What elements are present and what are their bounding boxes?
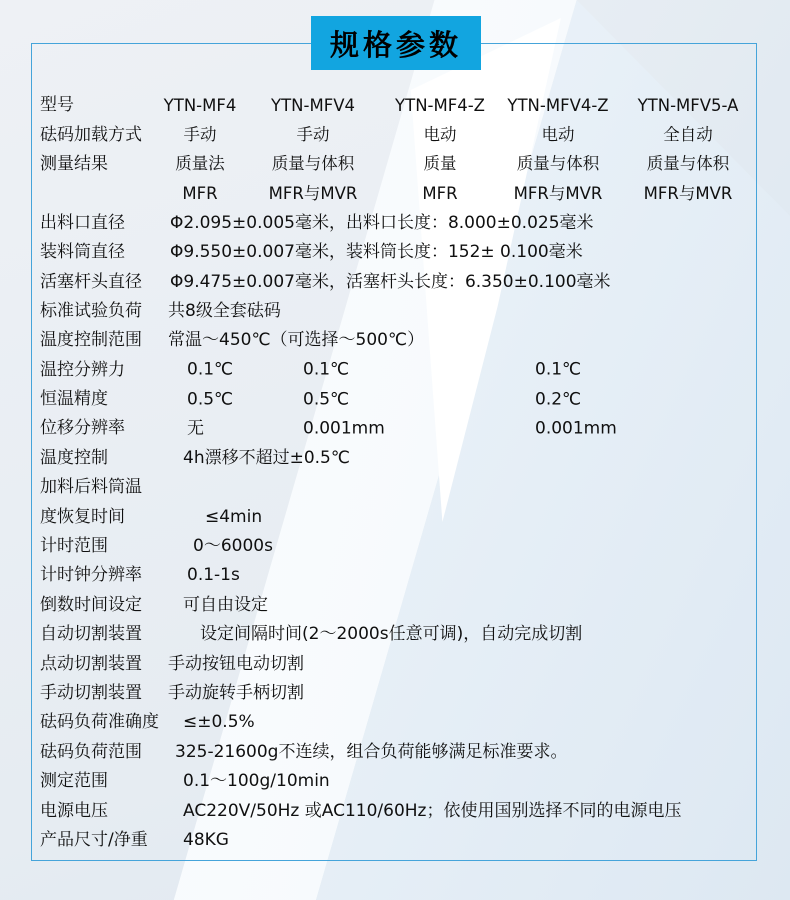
spec-label: 电源电压	[40, 800, 108, 821]
cell-value: 全自动	[663, 124, 713, 144]
spec-row	[40, 561, 752, 590]
cell-value: MFR	[422, 183, 458, 203]
spec-label: 点动切割装置	[40, 653, 142, 674]
cell-value: 质量与体积	[646, 154, 730, 174]
spec-label: 手动切割装置	[40, 683, 142, 703]
cell-value: MFR	[182, 183, 218, 203]
spec-value: 可自由设定	[183, 594, 268, 615]
spec-row	[40, 532, 752, 561]
spec-value: 0.1-1s	[187, 565, 240, 586]
spec-value: 4h漂移不超过±0.5℃	[183, 447, 350, 468]
result-row	[40, 150, 752, 179]
model-name: YTN-MFV5-A	[637, 95, 739, 115]
spec-row	[40, 502, 752, 531]
spec-row-three-col	[40, 356, 752, 385]
spec-label: 标准试验负荷	[40, 300, 142, 321]
spec-label: 位移分辨率	[40, 418, 125, 439]
spec-row	[40, 444, 752, 473]
spec-value: 0.1～100g/10min	[183, 771, 330, 792]
spec-row	[40, 826, 752, 855]
cell-value: 电动	[423, 124, 457, 144]
page-title: 规格参数	[329, 27, 462, 62]
spec-label: 恒温精度	[40, 389, 108, 410]
spec-label: 出料口直径	[40, 212, 125, 233]
spec-value: 手动按钮电动切割	[168, 653, 304, 674]
spec-value: 设定间隔时间(2～2000s任意可调)，自动完成切割	[200, 624, 583, 645]
cell-value: 0.001mm	[535, 418, 617, 439]
spec-value: 325-21600g不连续，组合负荷能够满足标准要求。	[175, 741, 568, 762]
cell-value: 质量与体积	[271, 154, 355, 174]
cell-value: 质量与体积	[516, 154, 600, 174]
spec-label: 活塞杆头直径	[40, 271, 142, 292]
cell-value: 0.5℃	[187, 389, 234, 410]
cell-value: 0.1℃	[187, 359, 234, 380]
cell-value: 手动	[183, 124, 217, 144]
spec-row-three-col	[40, 414, 752, 443]
cell-value: MFR与MVR	[268, 183, 358, 203]
spec-row	[40, 620, 752, 649]
spec-value: Φ2.095±0.005毫米，出料口长度：8.000±0.025毫米	[170, 212, 594, 233]
spec-row	[40, 591, 752, 620]
spec-value: 常温～450℃（可选择～500℃）	[168, 330, 425, 351]
cell-value: 无	[187, 418, 204, 439]
spec-label: 度恢复时间	[40, 506, 125, 527]
cell-value: 质量	[423, 154, 457, 174]
spec-label: 倒数时间设定	[40, 594, 142, 615]
spec-row	[40, 473, 752, 502]
spec-label: 计时范围	[40, 536, 108, 557]
spec-row	[40, 297, 752, 326]
spec-label: 温度控制范围	[40, 330, 142, 351]
spec-label: 温度控制	[40, 447, 108, 468]
cell-value: 0.1℃	[535, 359, 582, 380]
spec-label: 砝码负荷范围	[40, 741, 142, 762]
spec-row	[40, 796, 752, 825]
spec-value: Φ9.550±0.007毫米，装料筒长度：152± 0.100毫米	[170, 242, 583, 263]
cell-value: MFR与MVR	[513, 183, 603, 203]
spec-row	[40, 708, 752, 737]
spec-label: 装料筒直径	[40, 242, 125, 263]
spec-row	[40, 649, 752, 678]
model-name: YTN-MF4-Z	[395, 95, 485, 115]
cell-value: 0.2℃	[535, 389, 582, 410]
cell-value: 0.5℃	[303, 389, 350, 410]
cell-value: 0.1℃	[303, 359, 350, 380]
spec-row	[40, 267, 752, 296]
spec-row	[40, 238, 752, 267]
spec-value: ≤4min	[205, 506, 263, 527]
spec-row-three-col	[40, 385, 752, 414]
spec-row	[40, 679, 752, 708]
cell-value: MFR与MVR	[643, 183, 733, 203]
spec-label: 砝码负荷准确度	[40, 712, 159, 733]
loading-mode-row	[40, 120, 752, 149]
spec-label: 测定范围	[40, 771, 108, 792]
model-name: YTN-MF4	[163, 95, 237, 115]
cell-value: 0.001mm	[303, 418, 385, 439]
result-units-row	[40, 179, 752, 208]
model-name: YTN-MFV4	[271, 95, 355, 115]
spec-value: AC220V/50Hz 或AC110/60Hz；依使用国别选择不同的电源电压	[183, 800, 682, 821]
spec-row	[40, 767, 752, 796]
spec-value: 0～6000s	[193, 536, 273, 557]
cell-value: 电动	[541, 124, 575, 144]
spec-value: 手动旋转手柄切割	[168, 683, 304, 703]
spec-value: 共8级全套砝码	[168, 300, 281, 321]
spec-value: Φ9.475±0.007毫米，活塞杆头长度：6.350±0.100毫米	[170, 271, 611, 292]
spec-value: 48KG	[183, 829, 229, 850]
spec-row	[40, 738, 752, 767]
model-row	[40, 91, 752, 120]
model-name: YTN-MFV4-Z	[507, 95, 609, 115]
spec-label: 温控分辨力	[40, 359, 125, 380]
spec-label: 产品尺寸/净重	[40, 829, 148, 850]
spec-table	[40, 91, 752, 855]
spec-label: 加料后料筒温	[40, 477, 142, 498]
spec-label: 自动切割装置	[40, 624, 142, 645]
spec-row	[40, 209, 752, 238]
cell-value: 手动	[296, 124, 330, 144]
spec-label: 计时钟分辨率	[40, 565, 142, 586]
spec-value: ≤±0.5%	[183, 712, 255, 733]
spec-row	[40, 326, 752, 355]
row-label: 型号	[40, 95, 74, 116]
row-label: 测量结果	[40, 153, 108, 174]
row-label: 砝码加载方式	[40, 124, 142, 145]
title-badge	[311, 16, 481, 70]
cell-value: 质量法	[175, 154, 225, 174]
